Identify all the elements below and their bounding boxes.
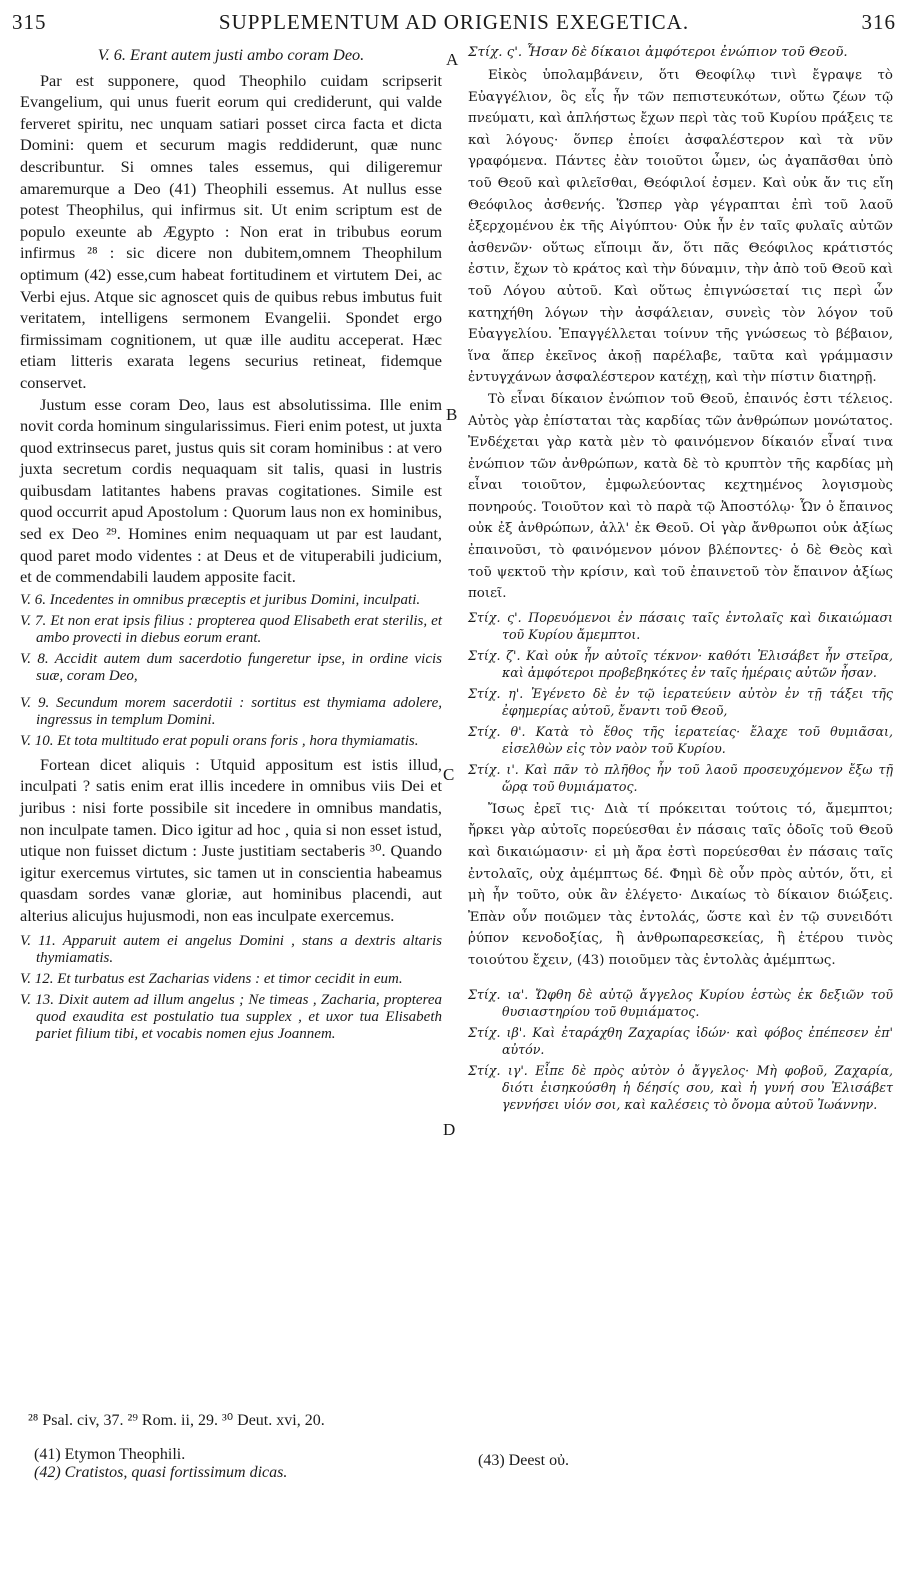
footnote-references: ²⁸ Psal. civ, 37. ²⁹ Rom. ii, 29. ³⁰ Deut. xvi, 20.: [28, 1412, 325, 1429]
paragraph: Τὸ εἶναι δίκαιον ἐνώπιον τοῦ Θεοῦ, ἐπαινός ἐστι τέλειος. Αὐτὸς γὰρ ἐπίσταται τὰς καρδίας τῶν ἀνθρώπων μονώτατος. Ἐνδέχεται γὰρ κατὰ μὲν τὸ φαινόμενον δίκαιόν εἶναί τινα ἐνώπιον τῶν ἀνθρώπων, κατὰ δὲ τὸ κρυπτὸν τῆς καρδίας μὴ εἶναι τοιοῦτον, ἐμφωλεύοντας κεχτημένος λογισμοὺς πονηρούς. Τοιοῦτον καὶ τὸ παρὰ τῷ Ἀποστόλῳ· Ὧν ὁ ἔπαινος οὐκ ἐξ ἀνθρώπων, ἀλλ' ἐκ Θεοῦ. Οἱ γὰρ ἄνθρωποι οὐκ ἀξίως ἐπαινοῦσι, τὸ φαινόμενον μόνον βλέποντες· ὁ δὲ Θεὸς καὶ τοῦ ψεκτοῦ τὴν κρίσιν, καὶ τοῦ ἐπαινετοῦ τὸν ἔπαινον ἀξίως ποιεῖ.: [468, 391, 893, 602]
paragraph: Fortean dicet aliquis : Utquid appositum est istis illud, inculpati ? satis enim erat illis incedere in omnibus viis Dei et juribus : nisi forte possibile sit incedere in omnibus mandatis, non inculpate tamen. Dico igitur ad hoc , quia si non esset istud, utique non fuisset dictum : Juste justitiam sectaberis ³⁰. Quando igitur exercemus virtutes, sic tamen ut in conscientia habeamus quasdam sordes vanæ gloriæ, aut hominibus placendi, aut alterius alicujus hujusmodi, non eas inculpate exercemus.: [20, 754, 442, 925]
verse-line: V. 9. Secundum morem sacerdotii : sortitus est thymiama adolere, ingressus in templum Domini.: [20, 694, 442, 728]
verse-heading: V. 6. Erant autem justi ambo coram Deo.: [97, 45, 365, 64]
paragraph: Justum esse coram Deo, laus est absolutissima. Ille enim novit corda hominum singularissimus. Fieri enim potest, ut juxta quod extrinsecus paret, justus quis sit coram hominibus : at vero juxta secretum cordis nequaquam sit talis, quasi in lustris quibusdam latitantes habens pravas cogitationes. Simile est quod occurrit apud Apostolum : Quorum laus non ex hominibus, sed ex Deo ²⁹. Homines enim nequaquam ut par est laudant, quod paret modo videntes : at Deus et de vituperabili judicium, et de commendabili laudem apposite facit.: [20, 394, 442, 587]
verse-line: V. 11. Apparuit autem ei angelus Domini , stans a dextris altaris thymiamatis.: [20, 932, 442, 966]
running-header: [12, 10, 896, 36]
verse-line: Στίχ. ι'. Καὶ πᾶν τὸ πλῆθος ἦν τοῦ λαοῦ προσευχόμενον ἔξω τῇ ὥρᾳ τοῦ θυμιάματος.: [468, 761, 893, 794]
margin-letter: C: [443, 765, 455, 784]
verse-line: Στίχ. ια'. Ὤφθη δὲ αὐτῷ ἄγγελος Κυρίου ἑστὼς ἐκ δεξιῶν τοῦ θυσιαστηρίου τοῦ θυμιάματος.: [468, 986, 893, 1019]
verse-line: V. 12. Et turbatus est Zacharias videns : et timor cecidit in eum.: [20, 970, 403, 987]
verse-line: Στίχ. ιγ'. Εἶπε δὲ πρὸς αὐτὸν ὁ ἄγγελος· Μὴ φοβοῦ, Ζαχαρία, διότι ἐισηκούσθη ἡ δέησίς σου, καὶ ἡ γυνή σου Ἐλισάβετ γεννήσει υἱόν σοι, καὶ καλέσεις τὸ ὄνομα αὐτοῦ Ἰωάννην.: [468, 1062, 893, 1112]
footnote: (41) Etymon Theophili.: [34, 1446, 186, 1463]
verse-line: V. 13. Dixit autem ad illum angelus ; Ne timeas , Zacharia, propterea quod exaudita est postulatio tua supplex , et uxor tua Elisabeth pariet filium tibi, et vocabis nomen ejus Joannem.: [20, 991, 442, 1042]
greek-column: [468, 44, 893, 1113]
verse-line: Στίχ. ς'. Πορευόμενοι ἐν πάσαις ταῖς ἐντολαῖς καὶ δικαιώμασι τοῦ Κυρίου ἄμεμπτοι.: [468, 609, 893, 642]
paragraph: Ἴσως ἐρεῖ τις· Διὰ τί πρόκειται τούτοις τό, ἄμεμπτοι; ἤρκει γὰρ αὐτοῖς πορεύεσθαι ἐν πάσαις ταῖς ὁδοῖς τοῦ Θεοῦ καὶ δικαιώμασιν· εἰ μὴ ἄρα ἐστὶ πορεύεσθαι ἐν πάσαις ταῖς ἐντολαῖς, οὐχ ἀμέμπτως δέ. Φημὶ δὲ οὖν πρὸς αὐτόν, ὅτι, εἰ μὴ ἦν τοῦτο, οὐκ ἂν ἐλέγετο· Δικαίως τὸ δίκαιον διώξεις. Ἐπὰν οὖν ποιῶμεν τὰς ἐντολάς, ὥστε καὶ ἐν τῷ συνειδότι ῥύπον κενοδοξίας, ἢ ἀνθρωπαρεσκείας, ἢ ἑτέρου τινὸς τοιούτου ἔχειν, (43) ποιοῦμεν τὰς ἐντολὰς ἀμέμπτως.: [468, 801, 893, 968]
verse-heading: Στίχ. ς'. Ἦσαν δὲ δίκαιοι ἀμφότεροι ἐνώπιον τοῦ Θεοῦ.: [468, 45, 848, 60]
verse-line: V. 10. Et tota multitudo erat populi orans foris , hora thymiamatis.: [20, 732, 419, 749]
verse-line: Στίχ. ζ'. Καὶ οὐκ ἦν αὐτοῖς τέκνον· καθότι Ἐλισάβετ ἦν στεῖρα, καὶ ἀμφότεροι προβεβηκότες ἐν ταῖς ἡμέραις αὐτῶν ἦσαν.: [468, 647, 893, 680]
margin-letter: B: [446, 405, 458, 424]
page-number-left: 315: [12, 10, 47, 34]
paragraph: Εἰκὸς ὑπολαμβάνειν, ὅτι Θεοφίλῳ τινὶ ἔγραψε τὸ Εὐαγγέλιον, ὃς εἷς ἦν τῶν πεπιστευκότων, οὕτω ζέων τῷ πνεύματι, καὶ ἀπλήστως ἔχων περὶ τὰς τοῦ Κυρίου πράξεις τε καὶ λόγους· ὅνπερ ἐποίει ἀσφαλέστερον καὶ τὰ νῦν γραφόμενα. Πάντες ἐὰν τοιοῦτοι ὦμεν, ὡς ἀγαπᾶσθαι ὑπὸ τοῦ Θεοῦ καὶ φιλεῖσθαι, Θεόφιλοί ἐσμεν. Καὶ οὐκ ἄν τις εἴη Θεόφιλος ἀσθενής. Ὥσπερ γὰρ γέγραπται ἐπὶ τοῦ λαοῦ ἐξερχομένου ἐκ τῆς Αἰγύπτου· Οὐκ ἦν ἐν ταῖς φυλαῖς αὐτῶν ἀσθενῶν· οὕτως εἴποιμι ἄν, ὅτι πᾶς Θεόφιλος κράτιστός ἐστιν, ἔχων τὸ κράτος καὶ τὴν δύναμιν, τὴν ἀπὸ τοῦ Θεοῦ καὶ τοῦ Λόγου αὐτοῦ. Καὶ οὕτως ἐπιγνώσεταί τις περὶ ὧν κατηχήθη λόγων τὴν ἀσφάλειαν, συνεὶς τὸν λόγον τοῦ Εὐαγγελίου. Ἐπαγγέλλεται τοίνυν τῆς γνώσεως τὸ βέβαιον, ἵνα ἅπερ ἐκεῖνος ἀκοῇ παρέλαβε, ταῦτα καὶ γράμμασιν ἐντυγχάνων ἀσφαλέστερον κατέχῃ, καὶ τὴν πίστιν διατηρῇ.: [468, 68, 893, 386]
verse-line: V. 8. Accidit autem dum sacerdotio fungeretur ipse, in ordine vicis suæ, coram Deo,: [20, 650, 442, 684]
latin-column: [20, 44, 442, 1043]
verse-line: Στίχ. η'. Ἐγένετο δὲ ἐν τῷ ἱερατεύειν αὐτὸν ἐν τῇ τάξει τῆς ἐφημερίας αὐτοῦ, ἔναντι τοῦ Θεοῦ,: [468, 685, 893, 718]
verse-line: Στίχ. θ'. Κατὰ τὸ ἔθος τῆς ἱερατείας· ἔλαχε τοῦ θυμιᾶσαι, εἰσελθὼν εἰς τὸν ναὸν τοῦ Κυρίου.: [468, 723, 893, 756]
verse-line: Στίχ. ιβ'. Καὶ ἐταράχθη Ζαχαρίας ἰδών· καὶ φόβος ἐπέπεσεν ἐπ' αὐτόν.: [468, 1024, 893, 1057]
footnote: (43) Deest οὐ.: [478, 1452, 570, 1469]
verse-line: V. 6. Incedentes in omnibus præceptis et juribus Domini, inculpati.: [20, 591, 421, 608]
page-title: SUPPLEMENTUM AD ORIGENIS EXEGETICA.: [218, 10, 690, 34]
page-number-right: 316: [861, 10, 896, 34]
verse-line: V. 7. Et non erat ipsis filius : propterea quod Elisabeth erat sterilis, et ambo provecti in diebus eorum erant.: [20, 612, 442, 646]
margin-letter: A: [446, 50, 459, 69]
margin-letter: D: [443, 1120, 456, 1139]
footnote: (42) Cratistos, quasi fortissimum dicas.: [34, 1464, 288, 1481]
paragraph: Par est supponere, quod Theophilo cuidam scripserit Evangelium, qui unus fuerit eorum qui crediderunt, qui valde ferveret spiritu, nec unquam satiari posset circa facta et dicta Domini: quem et securum magis reddiderunt, quæ nunc describuntur. Si omnes tales essemus, qui diligeremur amaremurque a Deo (41) Theophili essemus. At nullus esse potest Theophilus, qui infirmus sit. Ut enim scriptum est de populo exeunte ab Ægypto : Non erat in tribubus eorum infirmus ²⁸ : sic dicere non dubitem,omnem Theophilum optimum (42) esse,cum habeat fortitudinem et virtutem Dei, ac Verbi ejus. Atque sic agnoscet quis de quibus rebus imbutus fuit veritatem, intelligens sermonem Evangelii. Spondet ergo firmissimam cognitionem, ut quæ ille auditu acceperat. Hæc etiam litteris exarata legens securius retineat, fidemque conservet.: [20, 70, 442, 392]
